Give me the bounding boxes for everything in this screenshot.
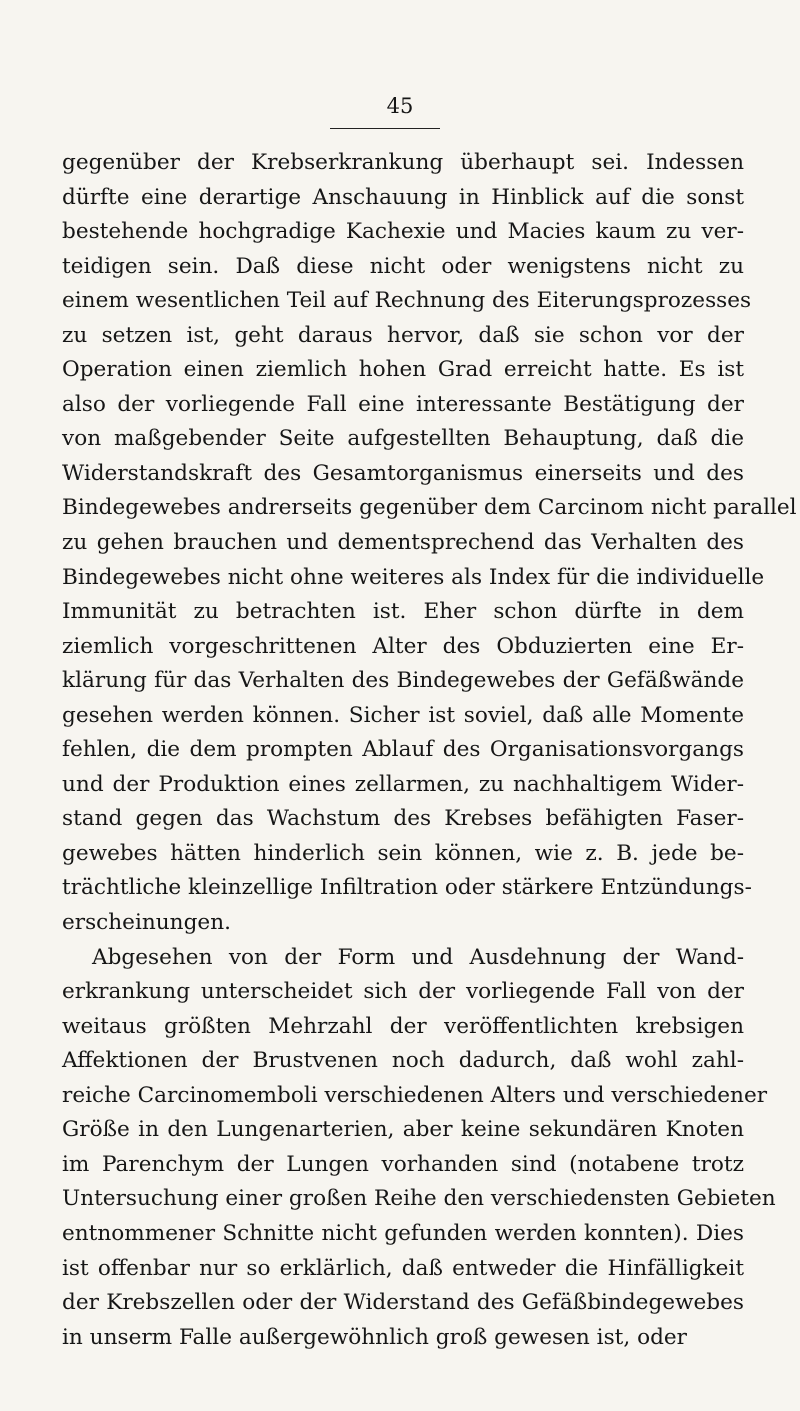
text-line: Abgesehen von der Form und Ausdehnung der Wand- — [92, 944, 744, 970]
text-line: fehlen, die dem prompten Ablauf des Organisationsvorgangs — [62, 737, 744, 763]
text-line: Untersuchung einer großen Reihe den verschiedensten Gebieten — [62, 1186, 776, 1212]
text-line: gesehen werden können. Sicher ist soviel, daß alle Momente — [62, 702, 744, 728]
text-line: trächtliche kleinzellige Infiltration oder stärkere Entzündungs- — [62, 875, 752, 901]
text-line: zu setzen ist, geht daraus hervor, daß sie schon vor der — [62, 322, 744, 348]
text-line: klärung für das Verhalten des Bindegewebes der Gefäßwände — [62, 668, 744, 694]
text-line: Größe in den Lungenarterien, aber keine sekundären Knoten — [62, 1117, 744, 1143]
text-line: ist offenbar nur so erklärlich, daß entweder die Hinfälligkeit — [62, 1255, 744, 1281]
text-line: gewebes hätten hinderlich sein können, wie z. B. jede be- — [62, 840, 744, 866]
text-line: dürfte eine derartige Anschauung in Hinblick auf die sonst — [62, 184, 744, 210]
page-number: 45 — [386, 94, 414, 118]
text-line: der Krebszellen oder der Widerstand des Gefäßbindegewebes — [62, 1290, 744, 1316]
text-line: entnommener Schnitte nicht gefunden werden konnten). Dies — [62, 1220, 744, 1246]
paragraph — [62, 146, 797, 941]
text-line: Widerstandskraft des Gesamtorganismus einerseits und des — [62, 460, 744, 486]
text-line: Operation einen ziemlich hohen Grad erreicht hatte. Es ist — [62, 357, 744, 383]
text-line: Bindegewebes andrerseits gegenüber dem Carcinom nicht parallel — [62, 495, 797, 521]
text-line: stand gegen das Wachstum des Krebses befähigten Faser- — [62, 806, 744, 832]
text-line: und der Produktion eines zellarmen, zu nachhaltigem Wider- — [62, 771, 744, 797]
text-line: Affektionen der Brustvenen noch dadurch, daß wohl zahl- — [62, 1048, 744, 1074]
paragraph — [62, 941, 776, 1356]
text-line: zu gehen brauchen und dementsprechend das Verhalten des — [62, 530, 744, 556]
text-line: Bindegewebes nicht ohne weiteres als Index für die individuelle — [62, 564, 765, 590]
text-line: erscheinungen. — [62, 910, 231, 936]
text-line: Immunität zu betrachten ist. Eher schon dürfte in dem — [62, 599, 744, 625]
text-line: im Parenchym der Lungen vorhanden sind (notabene trotz — [62, 1151, 744, 1177]
text-line: weitaus größten Mehrzahl der veröffentlichten krebsigen — [62, 1013, 744, 1039]
text-line: also der vorliegende Fall eine interessante Bestätigung der — [62, 391, 744, 417]
body-text — [62, 146, 797, 1355]
text-line: ziemlich vorgeschrittenen Alter des Obduzierten eine Er- — [62, 633, 744, 659]
text-line: reiche Carcinomemboli verschiedenen Alters und verschiedener — [62, 1082, 768, 1108]
text-line: erkrankung unterscheidet sich der vorliegende Fall von der — [62, 979, 744, 1005]
text-line: einem wesentlichen Teil auf Rechnung des Eiterungsprozesses — [62, 288, 752, 314]
header-rule — [330, 128, 440, 129]
text-line: bestehende hochgradige Kachexie und Macies kaum zu ver- — [62, 219, 744, 245]
text-line: von maßgebender Seite aufgestellten Behauptung, daß die — [62, 426, 744, 452]
text-line: teidigen sein. Daß diese nicht oder wenigstens nicht zu — [62, 253, 744, 279]
text-line: in unserm Falle außergewöhnlich groß gewesen ist, oder — [62, 1324, 687, 1350]
text-line: gegenüber der Krebserkrankung überhaupt sei. Indessen — [62, 150, 744, 175]
